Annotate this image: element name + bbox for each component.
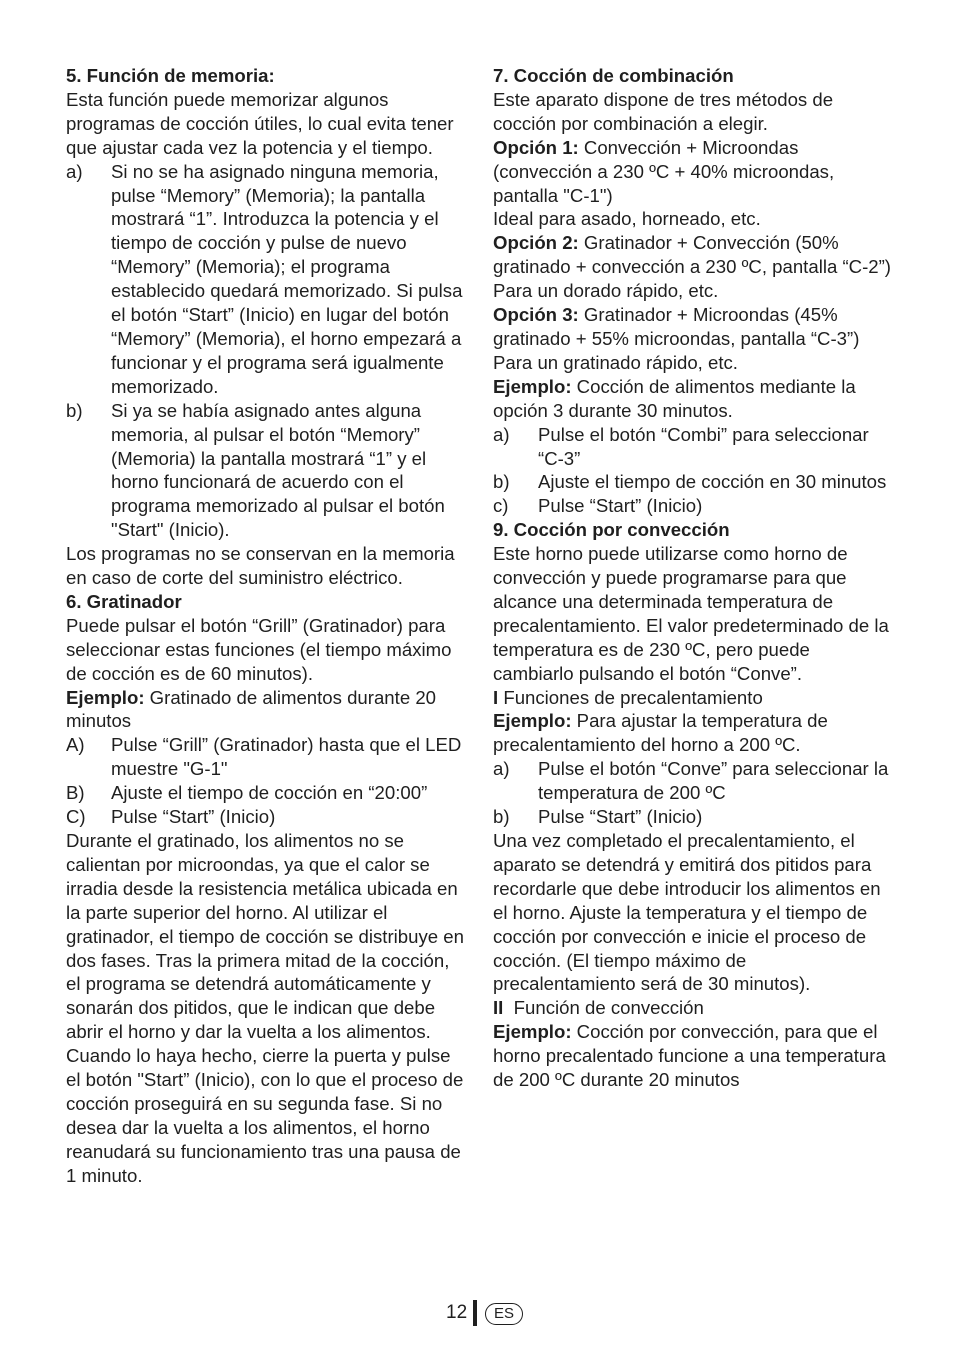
- left-column: [66, 64, 466, 1188]
- example-text: Cocción por convección, para que el horno precalentado funcione a una temperatura de 200 ºC durante 20 minutos: [493, 1021, 886, 1091]
- option-text: Gratinador + Microondas (45% gratinado + 55% microondas, pantalla “C-3”): [493, 304, 860, 349]
- list-item-text: Pulse “Start” (Inicio): [538, 806, 703, 828]
- subsection-title: Función de convección: [503, 997, 704, 1019]
- list-item-text: Ajuste el tiempo de cocción en 30 minutos: [538, 471, 887, 493]
- list-marker: B): [66, 782, 85, 804]
- list-item: [66, 805, 466, 829]
- footer-divider: [473, 1300, 477, 1326]
- example-label: Ejemplo:: [66, 686, 145, 708]
- section-5-note: Los programas no se conservan en la memoria en caso de corte del suministro eléctrico.: [66, 543, 455, 589]
- list-item: [66, 733, 466, 781]
- list-item: [66, 160, 466, 399]
- example-label: Ejemplo:: [493, 710, 572, 732]
- example-label: Ejemplo:: [493, 375, 572, 397]
- list-item: [493, 470, 893, 494]
- list-marker: a): [493, 423, 510, 445]
- section-6-title: 6. Gratinador: [66, 590, 182, 612]
- option-1: [493, 136, 893, 208]
- page-number: 12: [446, 1302, 468, 1323]
- subsection-number: II: [493, 997, 504, 1019]
- section-6-intro: Puede pulsar el botón “Grill” (Gratinador) para seleccionar estas funciones (el tiempo máximo de cocción es de 60 minutos).: [66, 614, 452, 684]
- list-item: [493, 494, 893, 518]
- option-3-use: Para un gratinado rápido, etc.: [493, 351, 738, 373]
- list-item-text: Pulse el botón “Combi” para seleccionar “C-3”: [538, 423, 869, 469]
- language-badge: ES: [485, 1303, 523, 1325]
- list-marker: C): [66, 806, 86, 828]
- subsection-1: [493, 686, 893, 710]
- list-item: [493, 423, 893, 471]
- list-item-text: Ajuste el tiempo de cocción en “20:00”: [111, 782, 428, 804]
- list-item-text: Pulse “Start” (Inicio): [111, 806, 276, 828]
- example-text: Gratinado de alimentos durante 20 minutos: [66, 686, 437, 732]
- option-2-use: Para un dorado rápido, etc.: [493, 280, 719, 302]
- list-item-text: Pulse “Grill” (Gratinador) hasta que el LED muestre "G-1": [111, 734, 462, 780]
- list-item: [66, 399, 466, 542]
- section-7-example: [493, 375, 893, 423]
- page-footer: [0, 1300, 954, 1330]
- list-item-text: Si ya se había asignado antes alguna memoria, al pulsar el botón “Memory” (Memoria) la pantalla mostrará “1” y el horno funcionará de acuerdo con el programa memorizado al pulsar el botón "Start" (Inicio).: [111, 399, 445, 541]
- section-9-example-2: [493, 1020, 893, 1092]
- section-9-title: 9. Cocción por convección: [493, 519, 730, 541]
- option-label: Opción 1:: [493, 136, 579, 158]
- list-marker: b): [493, 806, 510, 828]
- right-column: [493, 64, 893, 1092]
- subsection-number: I: [493, 686, 499, 708]
- list-marker: a): [66, 160, 83, 182]
- section-9-example-1: [493, 709, 893, 757]
- section-5-intro: Esta función puede memorizar algunos programas de cocción útiles, lo cual evita tener que ajustar cada vez la potencia y el tiempo.: [66, 88, 454, 158]
- option-text: Gratinador + Convección (50% gratinado + convección a 230 ºC, pantalla “C-2”): [493, 232, 891, 278]
- list-item: [493, 805, 893, 829]
- section-7-title: 7. Cocción de combinación: [493, 65, 734, 86]
- list-item-text: Pulse “Start” (Inicio): [538, 495, 703, 517]
- list-item: [66, 781, 466, 805]
- subsection-2: [493, 996, 893, 1020]
- section-5-title: 5. Función de memoria:: [66, 65, 275, 86]
- list-marker: b): [66, 399, 83, 421]
- section-6-body: Durante el gratinado, los alimentos no se calientan por microondas, ya que el calor se irradia desde la resistencia metálica ubicada en la parte superior del horno. Al utilizar el gratinador, el tiempo de cocción se distribuye en dos fases. Tras la primera mitad de la cocción, el programa se detendrá automáticamente y sonarán dos pitidos, que le indican que debe abrir el horno y dar la vuelta a los alimentos. Cuando lo haya hecho, cierre la puerta y pulse el botón "Start” (Inicio), con lo que el proceso de cocción proseguirá en su segunda fase. Si no desea dar la vuelta a los alimentos, el horno reanudará su funcionamiento tras una pausa de 1 minuto.: [66, 830, 464, 1186]
- option-label: Opción 3:: [493, 304, 579, 326]
- example-label: Ejemplo:: [493, 1021, 572, 1043]
- example-text: Cocción de alimentos mediante la opción 3 durante 30 minutos.: [493, 375, 856, 421]
- section-9-body: Una vez completado el precalentamiento, el aparato se detendrá y emitirá dos pitidos para recordarle que debe introducir los alimentos en el horno. Ajuste la temperatura y el tiempo de cocción por convección e inicie el proceso de cocción. (El tiempo máximo de precalentamiento será de 30 minutos).: [493, 830, 881, 995]
- option-label: Opción 2:: [493, 232, 579, 254]
- list-marker: b): [493, 471, 510, 493]
- option-3: [493, 303, 893, 351]
- list-marker: c): [493, 495, 509, 517]
- example-text: Para ajustar la temperatura de precalentamiento del horno a 200 ºC.: [493, 710, 828, 756]
- option-2: [493, 231, 893, 279]
- option-1-use: Ideal para asado, horneado, etc.: [493, 208, 761, 230]
- subsection-title: Funciones de precalentamiento: [498, 686, 763, 708]
- section-9-intro: Este horno puede utilizarse como horno de convección y puede programarse para que alcance una determinada temperatura de precalentamiento. El valor predeterminado de la temperatura es de 230 ºC, pero puede cambiarlo pulsando el botón “Conve”.: [493, 543, 889, 684]
- list-marker: a): [493, 758, 510, 780]
- section-7-intro: Este aparato dispone de tres métodos de cocción por combinación a elegir.: [493, 88, 834, 134]
- list-marker: A): [66, 734, 85, 756]
- list-item: [493, 757, 893, 805]
- section-6-example: [66, 686, 466, 734]
- option-text: Convección + Microondas (convección a 230 ºC + 40% microondas, pantalla "C-1"): [493, 136, 835, 206]
- list-item-text: Pulse el botón “Conve” para seleccionar la temperatura de 200 ºC: [538, 758, 889, 804]
- list-item-text: Si no se ha asignado ninguna memoria, pulse “Memory” (Memoria); la pantalla mostrará “1”. Introduzca la potencia y el tiempo de cocción y pulse de nuevo “Memory” (Memoria); el programa establecido quedará memorizado. Si pulsa el botón “Start” (Inicio) en lugar del botón “Memory” (Memoria), el horno empezará a funcionar y el programa será igualmente memorizado.: [111, 160, 463, 397]
